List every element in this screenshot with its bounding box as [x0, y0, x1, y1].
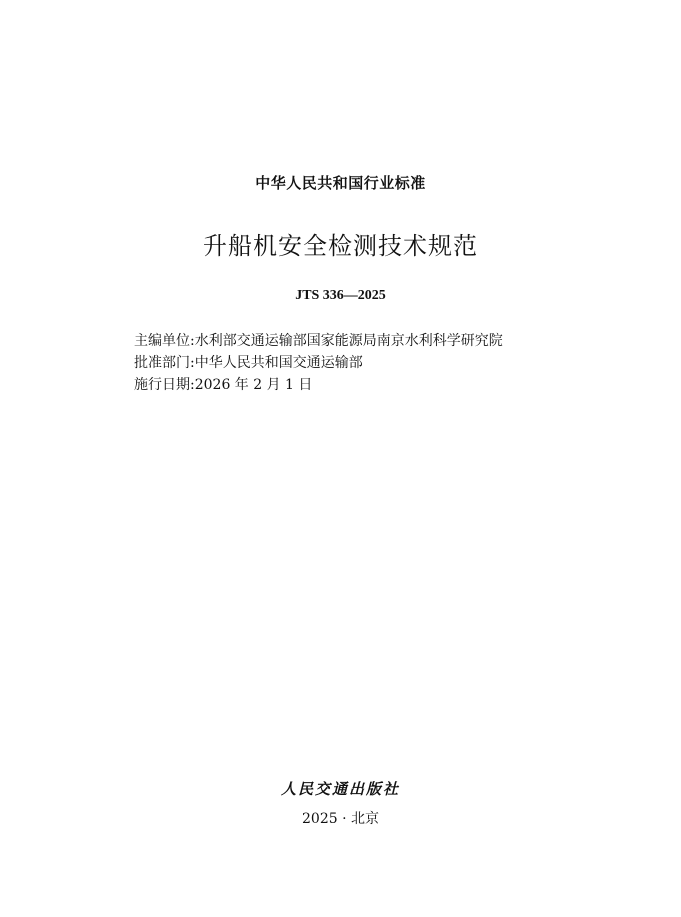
standard-code: JTS 336—2025 — [295, 288, 386, 303]
metadata-row-editor — [134, 330, 503, 352]
metadata-row-approver — [134, 352, 503, 374]
standard-category: 中华人民共和国行业标准 — [255, 174, 426, 192]
metadata-separator: : — [190, 355, 195, 371]
metadata-value: 水利部交通运输部国家能源局南京水利科学研究院 — [194, 333, 503, 349]
publication-imprint: 2025 · 北京 — [302, 811, 379, 827]
document-title: 升船机安全检测技术规范 — [203, 232, 478, 260]
metadata-separator: : — [190, 333, 195, 349]
metadata-value: 中华人民共和国交通运输部 — [194, 355, 363, 371]
metadata-label: 施行日期 — [134, 377, 190, 393]
document-metadata — [134, 330, 503, 396]
metadata-separator: : — [190, 377, 195, 393]
metadata-label: 批准部门 — [134, 355, 190, 371]
metadata-row-effective-date — [134, 374, 503, 396]
metadata-value: 2026 年 2 月 1 日 — [194, 377, 313, 393]
metadata-label: 主编单位 — [134, 333, 190, 349]
publisher-name: 人民交通出版社 — [280, 780, 400, 798]
